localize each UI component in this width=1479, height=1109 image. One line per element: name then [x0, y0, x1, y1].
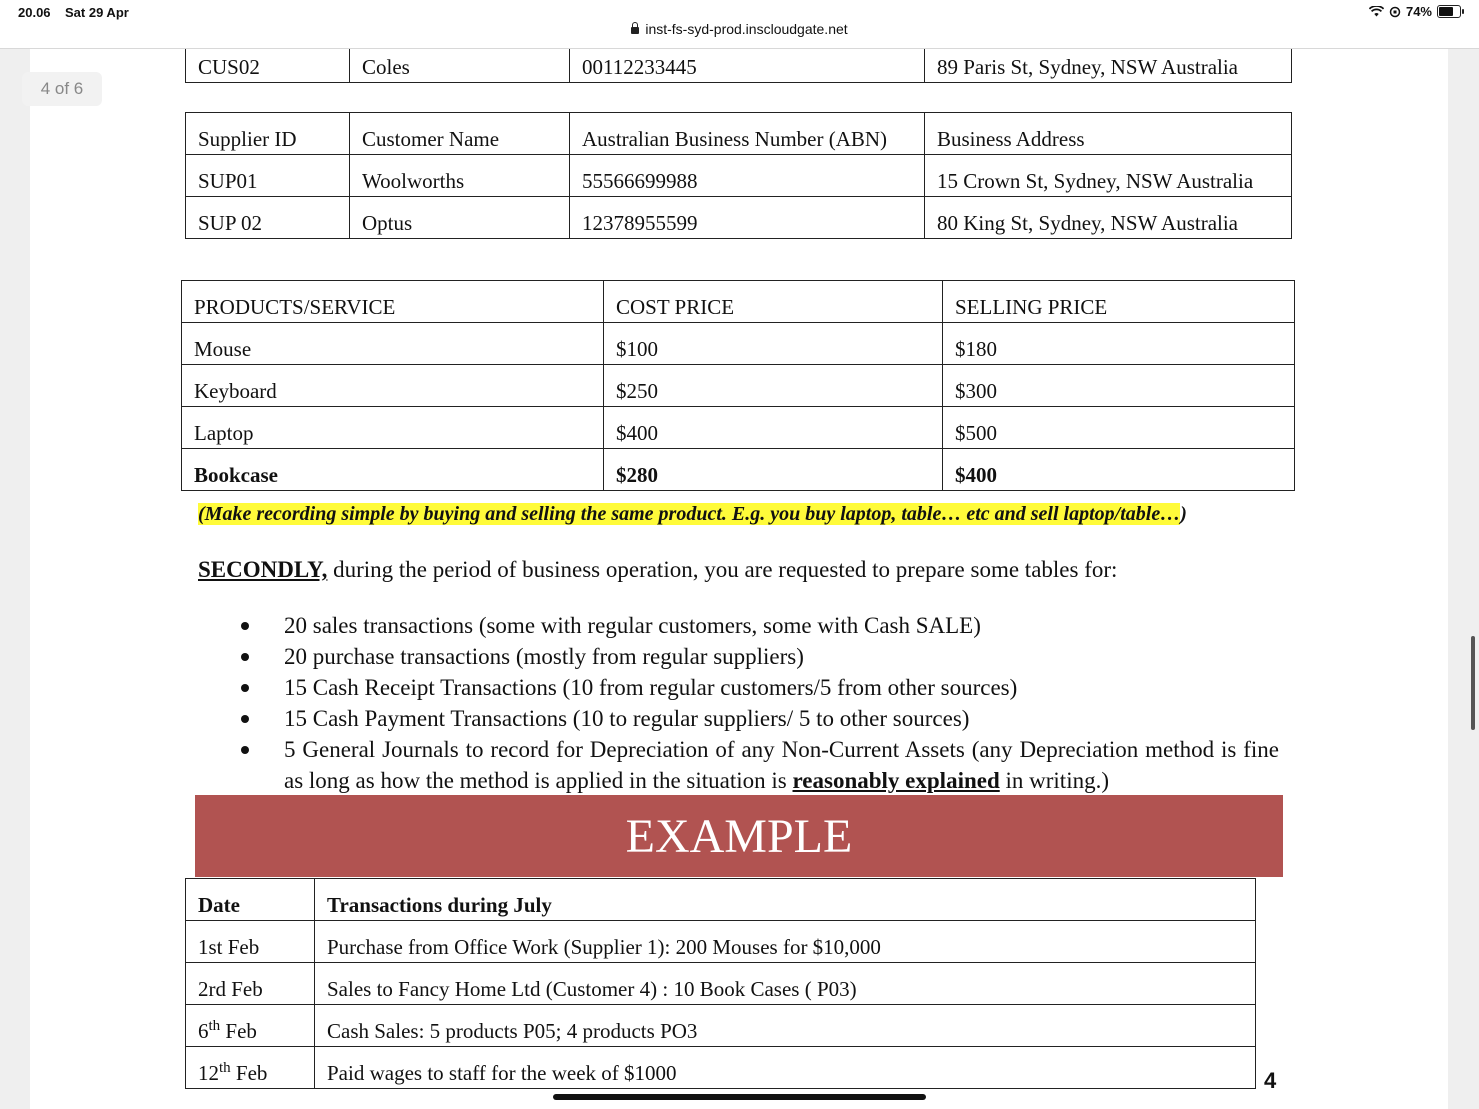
table-row — [182, 449, 1295, 491]
column-header: Business Address — [925, 113, 1292, 155]
ios-status-bar — [0, 0, 1479, 49]
scrollbar[interactable] — [1471, 636, 1475, 730]
table-cell: 89 Paris St, Sydney, NSW Australia — [925, 41, 1292, 83]
bullet-icon — [241, 653, 249, 661]
column-header: PRODUCTS/SERVICE — [182, 281, 604, 323]
example-banner: EXAMPLE — [195, 795, 1283, 877]
list-item-text: 15 Cash Receipt Transactions (10 from regular customers/5 from other sources) — [284, 675, 1018, 700]
table-cell: Sales to Fancy Home Ltd (Customer 4) : 10 Book Cases ( P03) — [315, 963, 1256, 1005]
table-cell: $280 — [604, 449, 943, 491]
requirements-list — [198, 610, 1279, 796]
orientation-lock-icon — [1389, 6, 1401, 18]
date-suffix: th — [219, 1060, 231, 1076]
table-cell: $250 — [604, 365, 943, 407]
table-cell: Cash Sales: 5 products P05; 4 products PO3 — [315, 1005, 1256, 1047]
column-header: Date — [186, 879, 315, 921]
table-header-row — [186, 113, 1292, 155]
column-header: Supplier ID — [186, 113, 350, 155]
date-month: Feb — [220, 1019, 257, 1043]
table-cell: Mouse — [182, 323, 604, 365]
bullet-icon — [241, 684, 249, 692]
table-cell: SUP01 — [186, 155, 350, 197]
table-row — [186, 1047, 1256, 1089]
table-cell: Optus — [350, 197, 570, 239]
table-cell: 00112233445 — [570, 41, 925, 83]
table-header-row — [186, 879, 1256, 921]
list-item — [198, 734, 1279, 796]
date-suffix: th — [208, 1018, 221, 1034]
list-item — [198, 703, 1279, 734]
column-header: SELLING PRICE — [943, 281, 1295, 323]
date-cell — [186, 1005, 315, 1047]
table-cell: Coles — [350, 41, 570, 83]
list-item — [198, 641, 1279, 672]
list-item — [198, 610, 1279, 641]
table-cell: SUP 02 — [186, 197, 350, 239]
battery-percent: 74% — [1405, 4, 1432, 19]
table-cell: $300 — [943, 365, 1295, 407]
url-text: inst-fs-syd-prod.inscloudgate.net — [645, 21, 848, 37]
list-item-text: 5 General Journals to record for Depreciation of any Non-Current Assets (any Depreciation method is fine as long as how the method is applied in the situation is — [284, 737, 1279, 793]
table-cell: $500 — [943, 407, 1295, 449]
address-bar[interactable] — [0, 21, 1479, 37]
date-cell — [186, 1047, 315, 1089]
table-cell: Bookcase — [182, 449, 604, 491]
secondly-text: during the period of business operation, you are requested to prepare some tables for: — [327, 557, 1118, 582]
date-cell — [186, 921, 315, 963]
table-cell: $400 — [604, 407, 943, 449]
table-cell: Laptop — [182, 407, 604, 449]
table-cell: 55566699988 — [570, 155, 925, 197]
table-row — [186, 921, 1256, 963]
bullet-icon — [241, 746, 249, 754]
page-number: 4 — [1264, 1068, 1277, 1093]
table-header-row — [182, 281, 1295, 323]
date-day: 1st Feb — [198, 935, 260, 959]
page-indicator: 4 of 6 — [22, 72, 102, 106]
table-cell: $100 — [604, 323, 943, 365]
table-cell: 12378955599 — [570, 197, 925, 239]
note-highlight: (Make recording simple by buying and selling the same product. E.g. you buy laptop, table… etc and sell laptop/table… — [198, 503, 1181, 525]
table-row — [182, 323, 1295, 365]
table-row — [186, 155, 1292, 197]
date-cell — [186, 963, 315, 1005]
table-row — [186, 963, 1256, 1005]
list-item-text: 20 purchase transactions (mostly from regular suppliers) — [284, 644, 804, 669]
wifi-icon — [1369, 6, 1384, 17]
table-cell: CUS02 — [186, 41, 350, 83]
example-transactions-table — [185, 878, 1256, 1089]
battery-icon — [1437, 5, 1461, 18]
status-time: 20.06 — [18, 5, 51, 20]
table-cell: $180 — [943, 323, 1295, 365]
list-item-text: 15 Cash Payment Transactions (10 to regular suppliers/ 5 to other sources) — [284, 706, 970, 731]
table-row — [186, 1005, 1256, 1047]
emphasis-text: reasonably explained — [792, 768, 1000, 793]
date-month: Feb — [230, 1061, 268, 1085]
bullet-icon — [241, 715, 249, 723]
bullet-icon — [241, 622, 249, 630]
home-indicator[interactable] — [553, 1094, 926, 1100]
column-header: Transactions during July — [315, 879, 1256, 921]
table-cell: Woolworths — [350, 155, 570, 197]
table-row — [182, 365, 1295, 407]
suppliers-table — [185, 112, 1292, 239]
status-date: Sat 29 Apr — [65, 5, 129, 20]
date-day: 12 — [198, 1061, 219, 1085]
highlighted-note — [198, 503, 1187, 526]
status-indicators — [1369, 4, 1461, 19]
secondly-paragraph — [198, 557, 1117, 583]
column-header: Australian Business Number (ABN) — [570, 113, 925, 155]
table-cell: $400 — [943, 449, 1295, 491]
note-tail: ) — [1180, 503, 1187, 525]
date-day: 6 — [198, 1019, 209, 1043]
table-cell: Paid wages to staff for the week of $1000 — [315, 1047, 1256, 1089]
table-row — [182, 407, 1295, 449]
table-cell: Keyboard — [182, 365, 604, 407]
lock-icon — [631, 27, 639, 34]
date-day: 2rd Feb — [198, 977, 263, 1001]
column-header: Customer Name — [350, 113, 570, 155]
table-cell: Purchase from Office Work (Supplier 1): 200 Mouses for $10,000 — [315, 921, 1256, 963]
secondly-lead: SECONDLY, — [198, 557, 328, 582]
table-cell: 80 King St, Sydney, NSW Australia — [925, 197, 1292, 239]
products-table — [181, 280, 1295, 491]
list-item-text-tail: in writing.) — [999, 768, 1109, 793]
list-item — [198, 672, 1279, 703]
table-cell: 15 Crown St, Sydney, NSW Australia — [925, 155, 1292, 197]
table-row — [186, 197, 1292, 239]
list-item-text: 20 sales transactions (some with regular customers, some with Cash SALE) — [284, 613, 981, 638]
column-header: COST PRICE — [604, 281, 943, 323]
